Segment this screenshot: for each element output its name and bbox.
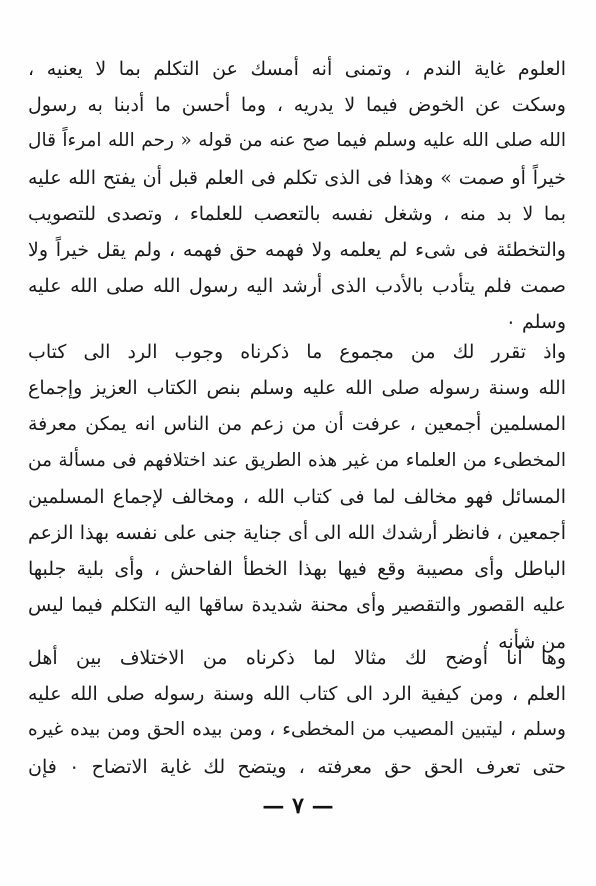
text-line: الباطل وأى مصيبة وقع فيها بهذا الخطأ الفاحش ، وأى بلية جلبها bbox=[28, 558, 566, 581]
text-line: المسائل فهو مخالف لما فى كتاب الله ، ومخالف لإجماع المسلمين bbox=[28, 485, 566, 508]
text-line: وسكت عن الخوض فيما لا يدريه ، وما أحسن ما أدبنا به رسول bbox=[28, 94, 566, 117]
paragraph-1 bbox=[28, 51, 566, 341]
text-line: الله وسنة رسوله صلى الله عليه وسلم بنص الكتاب العزيز وإجماع bbox=[28, 377, 566, 400]
text-line: صمت فلم يتأدب بالأدب الذى أرشد اليه رسول الله صلى الله عليه bbox=[28, 275, 566, 298]
text-line: أجمعين ، فانظر أرشدك الله الى أى جناية جنى على نفسه بهذا الزعم bbox=[28, 521, 566, 544]
text-line: والتخطئة فى شىء لم يعلمه ولا فهمه حق فهمه ، ولم يقل خيراً ولا bbox=[28, 238, 566, 261]
text-line: العلم ، ومن كيفية الرد الى كتاب الله وسنة رسوله صلى الله عليه bbox=[28, 683, 566, 706]
text-line: بما لا بد منه ، وشغل نفسه بالتعصب للعلماء ، وتصدى للتصويب bbox=[28, 202, 566, 225]
text-line: وسلم ٠ bbox=[505, 311, 566, 334]
text-line: وسلم ، ليتبين المصيب من المخطىء ، ومن بيده الحق ومن بيده غيره bbox=[28, 719, 566, 741]
text-line: وها أنا أوضح لك مثالا لما ذكرناه من الاختلاف بين أهل bbox=[28, 647, 566, 669]
text-line: حتى تعرف الحق حق معرفته ، ويتضح لك غاية الاتضاح ٠ فإن bbox=[28, 755, 566, 778]
text-line: المخطىء من العلماء من غير هذه الطريق عند اختلافهم فى مسألة من bbox=[28, 449, 566, 471]
text-line: الله صلى الله عليه وسلم فيما صح عنه من قوله « رحم الله امرءاً قال bbox=[28, 130, 566, 152]
paragraph-2 bbox=[28, 334, 566, 660]
paragraph-3 bbox=[28, 640, 566, 785]
text-line: خيراً أو صمت » وهذا فى الذى تكلم فى العلم قبل أن يفتح الله عليه bbox=[28, 166, 566, 189]
text-line: العلوم غاية الندم ، وتمنى أنه أمسك عن التكلم بما لا يعنيه ، bbox=[28, 58, 566, 80]
page-number: — ٧ — bbox=[262, 793, 334, 819]
text-line: عليه القصور والتقصير وأى محنة شديدة ساقها اليه التكلم فيما ليس bbox=[28, 594, 566, 617]
text-line: واذ تقرر لك من مجموع ما ذكرناه وجوب الرد الى كتاب bbox=[28, 341, 566, 363]
text-line: من شأنه ٠ bbox=[481, 630, 566, 653]
text-line: المسلمين أجمعين ، عرفت أن من زعم من الناس انه يمكن معرفة bbox=[28, 413, 566, 436]
